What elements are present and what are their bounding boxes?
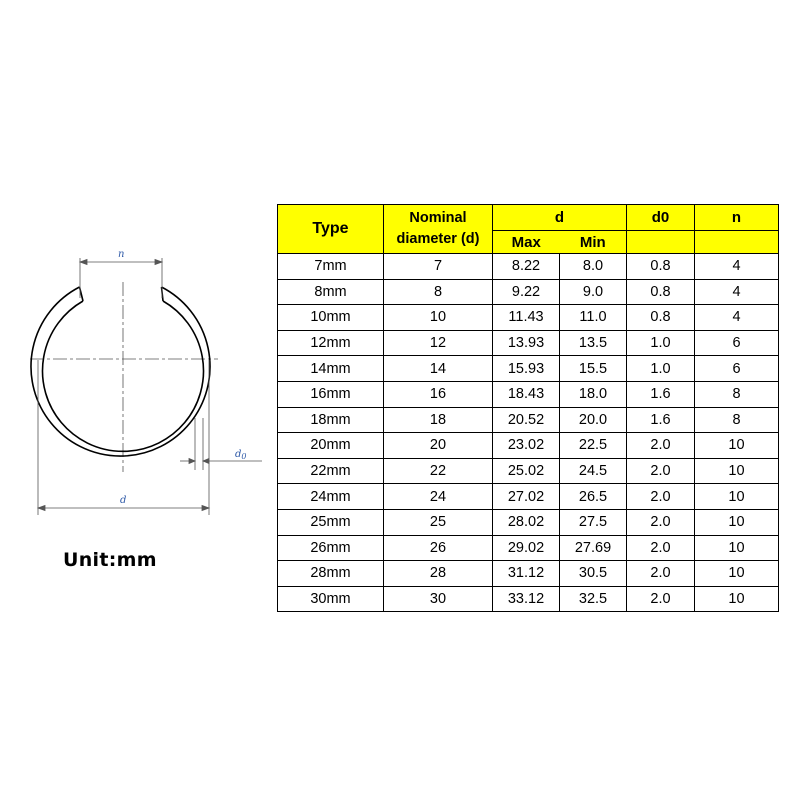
cell-n: 10	[695, 433, 779, 459]
header-nominal-line2: diameter (d)	[396, 231, 480, 247]
outer-diameter-dimension	[38, 360, 209, 515]
cell-nominal: 18	[384, 407, 493, 433]
cell-n: 4	[695, 279, 779, 305]
cell-d-max: 9.22	[493, 279, 560, 305]
header-d0: d0	[627, 205, 695, 231]
cell-d-min: 8.0	[560, 254, 627, 280]
cell-n: 10	[695, 484, 779, 510]
cell-n: 4	[695, 305, 779, 331]
cell-d-max: 33.12	[493, 586, 560, 612]
cell-d0: 1.0	[627, 330, 695, 356]
cell-d-max: 18.43	[493, 381, 560, 407]
table-row	[278, 586, 779, 612]
table-row	[278, 458, 779, 484]
unit-label: Unit:mm	[63, 549, 157, 571]
cell-type: 25mm	[278, 509, 384, 535]
table-row	[278, 561, 779, 587]
table-row	[278, 509, 779, 535]
cell-d0: 1.0	[627, 356, 695, 382]
cell-nominal: 25	[384, 509, 493, 535]
cell-d-min: 18.0	[560, 381, 627, 407]
cell-n: 10	[695, 458, 779, 484]
cell-d-max: 25.02	[493, 458, 560, 484]
cell-d-max: 28.02	[493, 509, 560, 535]
header-n: n	[695, 205, 779, 231]
cell-d0: 2.0	[627, 509, 695, 535]
cell-d0: 0.8	[627, 305, 695, 331]
cell-type: 22mm	[278, 458, 384, 484]
cell-d-max: 11.43	[493, 305, 560, 331]
cell-d-min: 22.5	[560, 433, 627, 459]
cell-d0: 2.0	[627, 535, 695, 561]
cell-d-max: 15.93	[493, 356, 560, 382]
cell-d-min: 27.5	[560, 509, 627, 535]
table-row	[278, 407, 779, 433]
table-row	[278, 330, 779, 356]
table-row	[278, 254, 779, 280]
cell-type: 18mm	[278, 407, 384, 433]
table-row	[278, 535, 779, 561]
cell-d-max: 23.02	[493, 433, 560, 459]
cell-type: 26mm	[278, 535, 384, 561]
cell-nominal: 7	[384, 254, 493, 280]
cell-n: 10	[695, 535, 779, 561]
cell-nominal: 20	[384, 433, 493, 459]
cell-n: 10	[695, 561, 779, 587]
specification-table	[277, 204, 779, 612]
cell-d-min: 30.5	[560, 561, 627, 587]
cell-nominal: 30	[384, 586, 493, 612]
cell-d0: 2.0	[627, 458, 695, 484]
table-row	[278, 381, 779, 407]
cell-d-min: 32.5	[560, 586, 627, 612]
cell-d-max: 27.02	[493, 484, 560, 510]
cell-d0: 2.0	[627, 561, 695, 587]
cell-type: 14mm	[278, 356, 384, 382]
header-d-min: Min	[560, 231, 627, 254]
cell-nominal: 28	[384, 561, 493, 587]
table-body	[278, 254, 779, 612]
header-d-max: Max	[493, 231, 560, 254]
cell-d0: 0.8	[627, 279, 695, 305]
cell-d-max: 29.02	[493, 535, 560, 561]
cell-type: 28mm	[278, 561, 384, 587]
cell-n: 10	[695, 586, 779, 612]
header-d: d	[493, 205, 627, 231]
cell-d0: 2.0	[627, 433, 695, 459]
cell-nominal: 10	[384, 305, 493, 331]
cell-n: 10	[695, 509, 779, 535]
cell-type: 20mm	[278, 433, 384, 459]
cell-d-min: 15.5	[560, 356, 627, 382]
cell-type: 24mm	[278, 484, 384, 510]
cell-nominal: 16	[384, 381, 493, 407]
cell-d-min: 13.5	[560, 330, 627, 356]
gap-dimension	[80, 258, 162, 298]
header-n-blank	[695, 231, 779, 254]
cell-type: 8mm	[278, 279, 384, 305]
cell-d-min: 20.0	[560, 407, 627, 433]
cell-type: 7mm	[278, 254, 384, 280]
cell-d-min: 11.0	[560, 305, 627, 331]
cell-d0: 2.0	[627, 484, 695, 510]
table-row	[278, 305, 779, 331]
cell-type: 12mm	[278, 330, 384, 356]
cell-d-max: 31.12	[493, 561, 560, 587]
wire-diameter-label: $d_0$	[235, 449, 247, 461]
cell-nominal: 14	[384, 356, 493, 382]
cell-n: 8	[695, 407, 779, 433]
cell-nominal: 8	[384, 279, 493, 305]
cell-d0: 1.6	[627, 407, 695, 433]
cell-type: 10mm	[278, 305, 384, 331]
table-row	[278, 279, 779, 305]
cell-nominal: 22	[384, 458, 493, 484]
cell-d0: 0.8	[627, 254, 695, 280]
wire-diameter-dimension	[180, 418, 262, 470]
cell-n: 4	[695, 254, 779, 280]
cell-d-min: 26.5	[560, 484, 627, 510]
cell-n: 6	[695, 356, 779, 382]
cell-nominal: 26	[384, 535, 493, 561]
cell-d-max: 8.22	[493, 254, 560, 280]
outer-diameter-label: d	[120, 495, 127, 506]
snap-ring-diagram	[0, 0, 270, 540]
cell-type: 16mm	[278, 381, 384, 407]
ring-outline	[31, 287, 210, 456]
cell-nominal: 12	[384, 330, 493, 356]
cell-d-max: 13.93	[493, 330, 560, 356]
cell-n: 8	[695, 381, 779, 407]
cell-d-min: 24.5	[560, 458, 627, 484]
table-row	[278, 433, 779, 459]
cell-d-min: 9.0	[560, 279, 627, 305]
header-nominal-diameter	[384, 205, 493, 254]
header-nominal-line1: Nominal	[409, 210, 467, 226]
cell-d0: 1.6	[627, 381, 695, 407]
table-row	[278, 484, 779, 510]
cell-d-max: 20.52	[493, 407, 560, 433]
cell-d-min: 27.69	[560, 535, 627, 561]
cell-n: 6	[695, 330, 779, 356]
gap-label: n	[118, 249, 125, 260]
cell-nominal: 24	[384, 484, 493, 510]
cell-type: 30mm	[278, 586, 384, 612]
table-row	[278, 356, 779, 382]
header-type: Type	[278, 205, 384, 254]
cell-d0: 2.0	[627, 586, 695, 612]
header-d0-blank	[627, 231, 695, 254]
